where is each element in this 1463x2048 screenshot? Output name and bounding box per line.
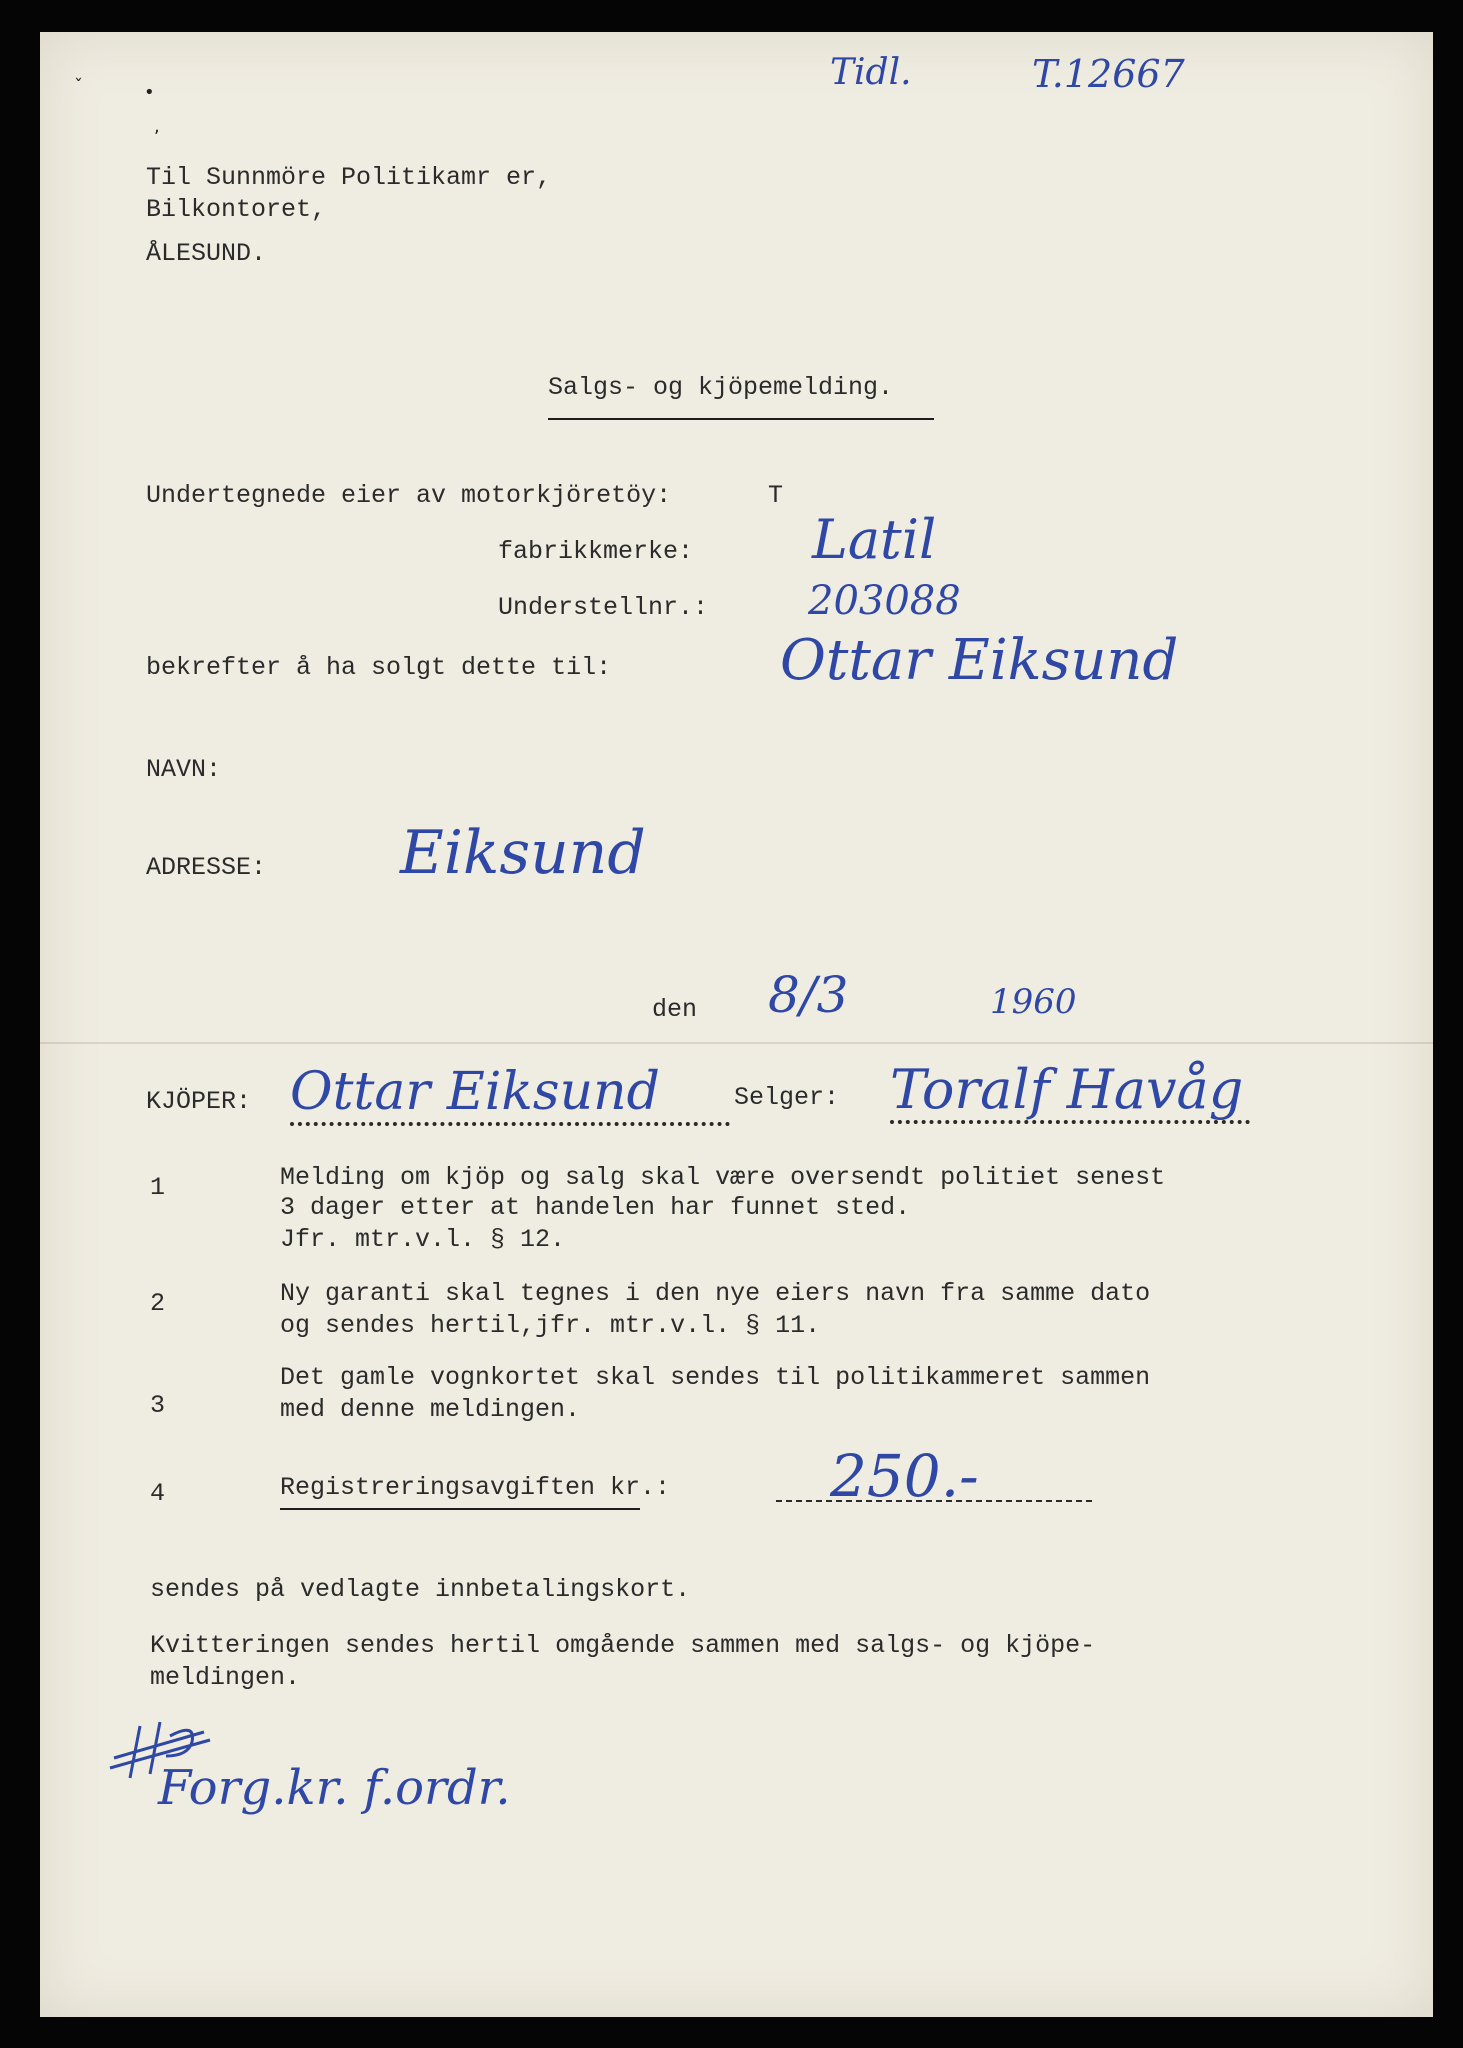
seller-value: Toralf Havåg bbox=[890, 1058, 1244, 1121]
corner-mark: • bbox=[144, 82, 155, 103]
title-underline bbox=[548, 418, 934, 420]
chassis-label: Understellnr.: bbox=[498, 593, 709, 622]
ref-note-prefix: Tidl. bbox=[830, 52, 912, 93]
buyer-value: Ottar Eiksund bbox=[290, 1062, 660, 1122]
sold-to-label: bekrefter å ha solgt dette til: bbox=[146, 653, 612, 682]
buyer-dotted-line bbox=[290, 1122, 730, 1126]
signature: Forg.kr. f.ordr. bbox=[158, 1760, 511, 1816]
footer-line-1: sendes på vedlagte innbetalingskort. bbox=[150, 1575, 691, 1604]
fee-value: 250.- bbox=[830, 1442, 979, 1510]
item-3-line-2: med denne meldingen. bbox=[280, 1395, 581, 1424]
corner-mark: ˇ bbox=[74, 76, 83, 97]
fee-label-underline bbox=[280, 1508, 640, 1510]
make-label: fabrikkmerke: bbox=[498, 537, 694, 566]
document-title: Salgs- og kjöpemelding. bbox=[548, 373, 894, 402]
item-number: 3 bbox=[150, 1391, 166, 1420]
date-day-month: 8/3 bbox=[768, 966, 849, 1024]
sold-to-value: Ottar Eiksund bbox=[780, 628, 1179, 693]
address-line-2: Bilkontoret, bbox=[146, 195, 327, 224]
paper-fold bbox=[40, 1042, 1433, 1044]
date-label: den bbox=[652, 995, 698, 1024]
item-1-line-2: 3 dager etter at handelen har funnet sted. bbox=[280, 1193, 911, 1222]
item-2-line-2: og sendes hertil,jfr. mtr.v.l. § 11. bbox=[280, 1311, 821, 1340]
item-1-line-1: Melding om kjöp og salg skal være oversendt politiet senest bbox=[280, 1163, 1166, 1192]
seller-label: Selger: bbox=[734, 1083, 840, 1112]
owner-value: T bbox=[768, 481, 784, 510]
footer-line-2a: Kvitteringen sendes hertil omgående sammen med salgs- og kjöpe- bbox=[150, 1631, 1096, 1660]
document-page bbox=[40, 32, 1433, 2017]
item-number: 4 bbox=[150, 1479, 166, 1508]
address-value: Eiksund bbox=[400, 818, 646, 888]
make-value: Latil bbox=[812, 508, 937, 571]
footer-line-2b: meldingen. bbox=[150, 1663, 301, 1692]
item-number: 2 bbox=[150, 1289, 166, 1318]
fee-label: Registreringsavgiften kr.: bbox=[280, 1473, 671, 1502]
ref-note-number: T.12667 bbox=[1032, 52, 1185, 96]
owner-label: Undertegnede eier av motorkjöretöy: bbox=[146, 481, 672, 510]
address-label: ADRESSE: bbox=[146, 853, 267, 882]
corner-mark: , bbox=[154, 116, 160, 137]
address-line-1: Til Sunnmöre Politikamr er, bbox=[146, 163, 552, 192]
chassis-value: 203088 bbox=[808, 578, 961, 624]
seller-dotted-line bbox=[890, 1120, 1250, 1124]
date-year: 1960 bbox=[990, 982, 1077, 1022]
address-line-3: ÅLESUND. bbox=[146, 239, 267, 268]
item-1-line-3: Jfr. mtr.v.l. § 12. bbox=[280, 1225, 566, 1254]
fee-dashed-line bbox=[776, 1500, 1092, 1502]
buyer-label: KJÖPER: bbox=[146, 1087, 252, 1116]
name-label: NAVN: bbox=[146, 755, 222, 784]
item-3-line-1: Det gamle vognkortet skal sendes til politikammeret sammen bbox=[280, 1363, 1151, 1392]
item-2-line-1: Ny garanti skal tegnes i den nye eiers navn fra samme dato bbox=[280, 1279, 1151, 1308]
item-number: 1 bbox=[150, 1173, 166, 1202]
